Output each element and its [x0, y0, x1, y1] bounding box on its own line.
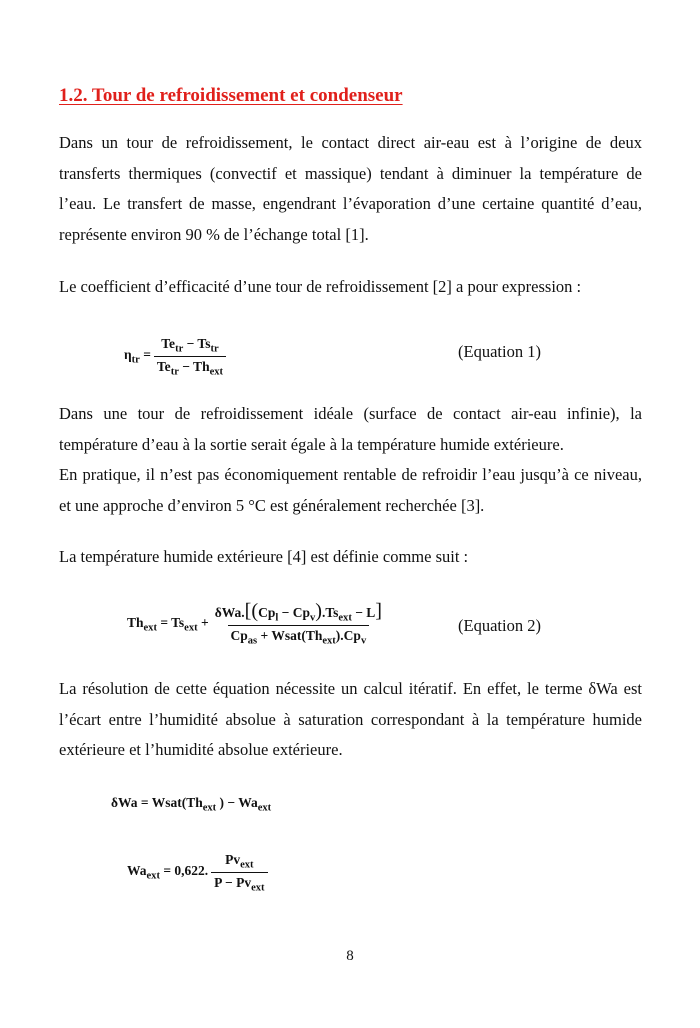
- paragraph-efficiency-intro: Le coefficient d’efficacité d’une tour de refroidissement [2] a pour expression :: [59, 277, 582, 296]
- paragraph-iterative: La résolution de cette équation nécessite un calcul itératif. En effet, le terme δWa est l’écart entre l’humidité absolue à saturation correspondant à la température humide extérieure et l’humidité absolue extérieure.: [59, 679, 642, 759]
- equation-2: $Th_{ext} = Ts_{ext}$ + $\frac{\delta Wa.[(Cp_l - Cp_v).Ts_{ext} - L]}{Cp_{as} + Wsat(Th_{ext}).Cp_v}$: [127, 600, 383, 647]
- paragraph-wet-bulb-intro: La température humide extérieure [4] est définie comme suit :: [59, 547, 469, 566]
- paragraph-ideal-tower: Dans une tour de refroidissement idéale (surface de contact air-eau infinie), la température d’eau à la sortie serait égale à la température humide extérieure.: [59, 404, 642, 454]
- equation-2-label: (Equation 2): [458, 616, 541, 635]
- section-heading: 1.2. Tour de refroidissement et condenseur: [59, 85, 403, 106]
- paragraph-intro: Dans un tour de refroidissement, le contact direct air-eau est à l’origine de deux transferts thermiques (convectif et massique) tendant à diminuer la température de l’eau. Le transfert de masse, engendrant l’évaporation d’une certaine quantité d’eau, représente environ 90 % de l’échange total [1].: [59, 133, 642, 244]
- paragraph-practice: En pratique, il n’est pas économiquement rentable de refroidir l’eau jusqu’à ce niveau, et une approche d’environ 5 °C est généralement recherchée [3].: [59, 465, 642, 515]
- equation-wa-ext: $Wa_{ext} = 0,622$. $\frac{Pv_{ext}}{P - Pv_{ext}}$: [127, 852, 271, 893]
- equation-1-label: (Equation 1): [458, 342, 541, 361]
- equation-1: $\eta_{tr}$ = $\frac{Te_{tr} - Ts_{tr}}{Te_{tr} - Th_{ext}}$: [124, 336, 229, 377]
- equation-delta-wa: $\delta Wa = Wsat(Th_{ext}$ ) − $Wa_{ext}$: [111, 795, 272, 814]
- page-number: 8: [346, 948, 354, 964]
